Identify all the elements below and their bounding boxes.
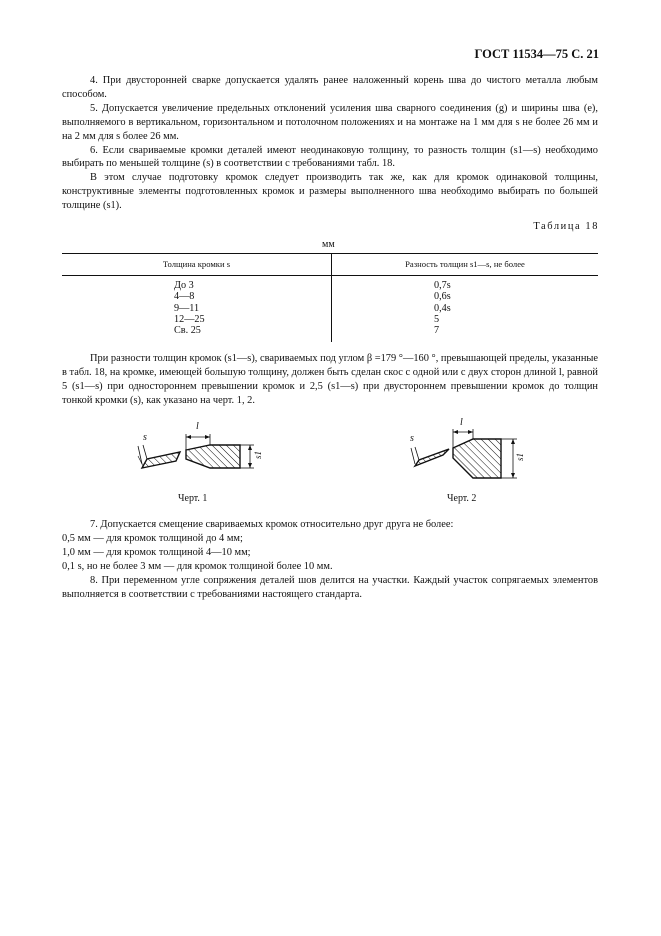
table-cell: 0,4s <box>434 302 451 314</box>
figure-1-label-s: s <box>143 432 147 443</box>
table-unit: мм <box>322 239 335 250</box>
table-cell: 7 <box>434 325 440 337</box>
figure-2-caption: Черт. 2 <box>447 493 477 504</box>
paragraph-5: 5. Допускается увеличение предельных отклонений усиления шва сварного соединения (g) и ширины шва (e), выполняемого в вертикальном, горизонтальном и потолочном положениях и на монтаже на 1 мм для s не более 26 мм и на 2 мм для s более 26 мм. <box>62 102 598 142</box>
table-header-thickness: Толщина кромки s <box>162 259 231 269</box>
paragraph-4: 4. При двусторонней сварке допускается удалять ранее наложенный корень шва до чистого металла любым способом. <box>62 75 598 100</box>
table-cell: 0,6s <box>434 291 451 303</box>
text-block-1 <box>62 74 598 213</box>
figure-2-label-s: s <box>410 433 414 444</box>
paragraph-6b: В этом случае подготовку кромок следует производить так же, как для кромок одинаковой толщины, конструктивные элементы подготовленных кромок и размеры выполненного шва необходимо выбирать по большей толщине (s1). <box>62 172 598 212</box>
paragraph-7b: 1,0 мм — для кромок толщиной 4—10 мм; <box>62 546 251 558</box>
figure-1-label-s1: s1 <box>253 450 264 460</box>
figure-2-label-l: l <box>460 417 463 428</box>
paragraph-7: 7. Допускается смещение свариваемых кромок относительно друг друга не более: <box>90 519 454 530</box>
table-cell: 0,7s <box>434 280 451 291</box>
text-block-3 <box>62 518 598 601</box>
table-18 <box>62 253 598 344</box>
figure-2-drawing <box>405 417 535 500</box>
figure-2-label-s1: s1 <box>515 452 526 462</box>
table-cell: 9—11 <box>174 302 200 314</box>
paragraph-7c: 0,1 s, но не более 3 мм — для кромок толщиной более 10 мм. <box>62 560 333 572</box>
table-cell: До 3 <box>174 280 194 291</box>
table-cell: Св. 25 <box>174 325 201 337</box>
paragraph-6: 6. Если свариваемые кромки деталей имеют неодинаковую толщину, то разность толщин (s1—s) необходимо выбирать по меньшей толщине (s) в соответствии с требованиями табл. 18. <box>62 144 598 170</box>
table-column-difference <box>434 280 514 336</box>
table-header-rule <box>62 275 598 276</box>
paragraph-7a: 0,5 мм — для кромок толщиной до 4 мм; <box>62 532 243 544</box>
figure-1-caption: Черт. 1 <box>178 493 208 504</box>
table-cell: 5 <box>434 313 440 325</box>
paragraph-8: 8. При переменном угле сопряжения деталей шов делится на участки. Каждый участок сопрягаемых элементов выполняется в соответствии с требованиями настоящего стандарта. <box>62 574 598 600</box>
table-caption: Таблица 18 <box>533 221 599 232</box>
table-column-thickness <box>174 280 254 336</box>
table-cell: 4—8 <box>174 291 195 303</box>
figure-1-label-l: l <box>196 421 199 432</box>
table-cell: 12—25 <box>174 313 205 325</box>
table-header-difference: Разность толщин s1—s, не более <box>405 259 525 269</box>
text-block-2 <box>62 352 598 408</box>
table-top-rule <box>62 253 598 254</box>
paragraph-bevel: При разности толщин кромок (s1—s), свариваемых под углом β =179 °—160 °, превышающей пределы, указанные в табл. 18, на кромке, имеющей большую толщину, должен быть сделан скос с одной или с двух сторон длиной l, равной 5 (s1—s) при одностороннем превышении кромок и 2,5 (s1—s) при двустороннем превышении кромок до толщин тонкой кромки (s), как указано на черт. 1, 2. <box>62 353 598 406</box>
figure-1-drawing <box>130 420 270 492</box>
page-header: ГОСТ 11534—75 С. 21 <box>474 47 599 61</box>
